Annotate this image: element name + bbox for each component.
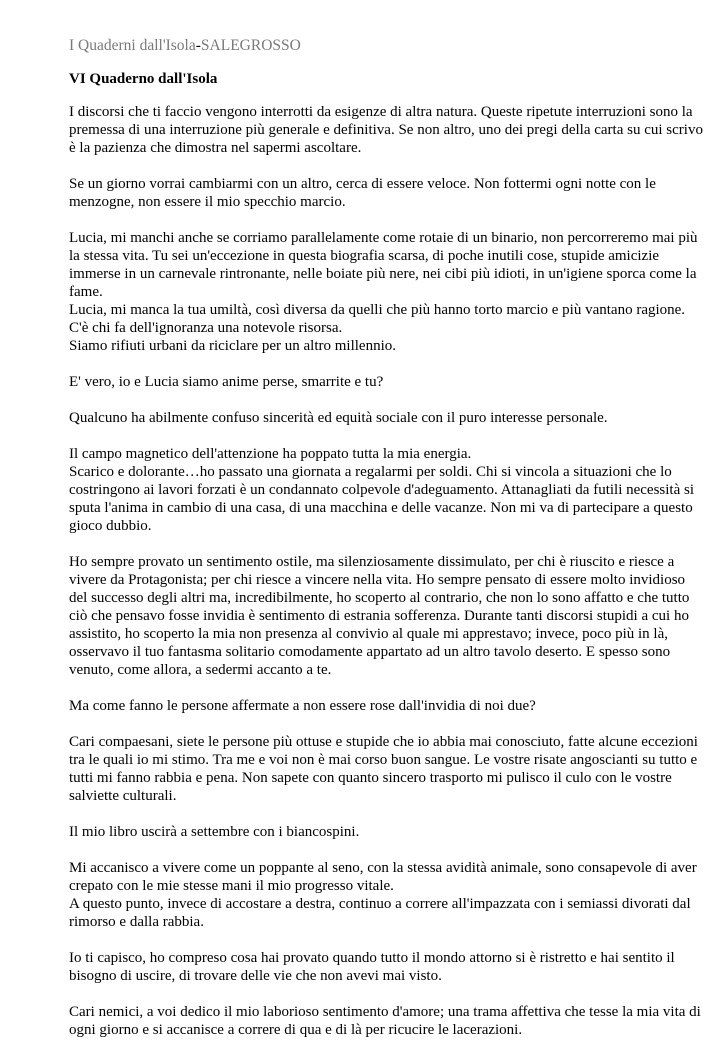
text-line: del successo degli altri ma, incredibilmente, ho scoperto al contrario, che non lo sono affatto e che tutto bbox=[69, 590, 690, 606]
paragraph bbox=[69, 445, 695, 535]
paragraph bbox=[69, 949, 689, 985]
header-series: I Quaderni dall'Isola bbox=[69, 37, 196, 54]
text-line: Cari nemici, a voi dedico il mio laborioso sentimento d'amore; una trama affettiva che tesse la mia vita di bbox=[69, 1004, 701, 1020]
text-line: fame. bbox=[69, 284, 103, 300]
text-line: venuto, come allora, a sedermi accanto a te. bbox=[69, 662, 332, 678]
text-line: menzogne, non essere il mio specchio marcio. bbox=[69, 194, 346, 210]
paragraph bbox=[69, 409, 689, 427]
text-line: E' vero, io e Lucia siamo anime perse, smarrite e tu? bbox=[69, 374, 384, 390]
body-text bbox=[69, 103, 703, 1039]
text-line: I discorsi che ti faccio vengono interrotti da esigenze di altra natura. Queste ripetute interruzioni sono la bbox=[69, 104, 693, 120]
text-line: Lucia, mi manca la tua umiltà, così diversa da quelli che più hanno torto marcio e più vantano ragione. bbox=[69, 302, 686, 318]
text-line: vivere da Protagonista; per chi riesce a vincere nella vita. Ho sempre pensato di essere molto invidioso bbox=[69, 572, 686, 588]
document-page bbox=[69, 37, 703, 1057]
text-line: premessa di una interruzione più generale e definitiva. Se non altro, uno dei pregi della carta su cui scrivo bbox=[69, 122, 703, 138]
text-line: Il mio libro uscirà a settembre con i biancospini. bbox=[69, 824, 360, 840]
text-line: ogni giorno e si accanisce a correre di qua e di là per ricucire le lacerazioni. bbox=[69, 1022, 523, 1038]
text-line: Lucia, mi manchi anche se corriamo parallelamente come rotaie di un binario, non percorreremo mai più bbox=[69, 230, 698, 246]
paragraph bbox=[69, 373, 689, 391]
paragraph bbox=[69, 859, 697, 931]
text-line: bisogno di uscire, di trovare delle vie che non avevi mai visto. bbox=[69, 968, 442, 984]
paragraph bbox=[69, 553, 689, 679]
text-line: tra le quali io mi stimo. Tra me e voi non è mai corso buon sangue. Le vostre risate angoscianti su tutto e bbox=[69, 752, 698, 768]
paragraph bbox=[69, 697, 689, 715]
text-line: ciò che pensavo fosse invidia è sentimento di estrania sofferenza. Durante tanti discorsi stupidi a cui ho bbox=[69, 608, 689, 624]
header-author: SALEGROSSO bbox=[200, 37, 301, 54]
paragraph bbox=[69, 1003, 701, 1039]
text-line: Cari compaesani, siete le persone più ottuse e stupide che io abbia mai conosciuto, fatte alcune eccezioni bbox=[69, 734, 698, 750]
paragraph bbox=[69, 733, 698, 805]
paragraph bbox=[69, 175, 689, 211]
text-line: A questo punto, invece di accostare a destra, continuo a correre all'impazzata con i semiassi divorati dal bbox=[69, 896, 691, 912]
text-line: Se un giorno vorrai cambiarmi con un altro, cerca di essere veloce. Non fottermi ogni notte con le bbox=[69, 176, 656, 192]
text-line: C'è chi fa dell'ignoranza una notevole risorsa. bbox=[69, 320, 343, 336]
text-line: Ma come fanno le persone affermate a non essere rose dall'invidia di noi due? bbox=[69, 698, 536, 714]
paragraph bbox=[69, 823, 689, 841]
text-line: Scarico e dolorante…ho passato una giornata a regalarmi per soldi. Chi si vincola a situazioni che lo bbox=[69, 464, 672, 480]
running-header bbox=[69, 37, 689, 55]
text-line: Il campo magnetico dell'attenzione ha poppato tutta la mia energia. bbox=[69, 446, 472, 462]
text-line: assistito, ho scoperto la mia non presenza al convivio al quale mi apprestavo; invece, poco più in là, bbox=[69, 626, 668, 642]
text-line: la stessa vita. Tu sei un'eccezione in questa biografia scarsa, di poche inutili cose, stupide amicizie bbox=[69, 248, 660, 264]
text-line: Mi accanisco a vivere come un poppante al seno, con la stessa avidità animale, sono consapevole di aver bbox=[69, 860, 697, 876]
paragraph bbox=[69, 103, 703, 157]
header-separator: - bbox=[195, 37, 201, 54]
text-line: gioco dubbio. bbox=[69, 518, 152, 534]
text-line: Ho sempre provato un sentimento ostile, ma silenziosamente dissimulato, per chi è riuscito e riesce a bbox=[69, 554, 675, 570]
paragraph bbox=[69, 229, 698, 355]
text-line: immerse in un carnevale rintronante, nelle boiate più nere, nei cibi più idioti, in un'igiene sporca come la bbox=[69, 266, 697, 282]
text-line: costringono ai lavori forzati è un condannato colpevole d'adeguamento. Attanagliati da futili necessità si bbox=[69, 482, 695, 498]
text-line: sputa l'anima in cambio di una casa, di una macchina e delle vacanze. Non mi va di partecipare a questo bbox=[69, 500, 693, 516]
text-line: osservavo il tuo fantasma solitario comodamente appartato ad un altro tavolo deserto. E spesso sono bbox=[69, 644, 671, 660]
text-line: rimorso e dalla rabbia. bbox=[69, 914, 204, 930]
text-line: è la pazienza che dimostra nel sapermi ascoltare. bbox=[69, 140, 362, 156]
text-line: Qualcuno ha abilmente confuso sincerità ed equità sociale con il puro interesse personale. bbox=[69, 410, 608, 426]
text-line: Siamo rifiuti urbani da riciclare per un altro millennio. bbox=[69, 338, 396, 354]
document-title: VI Quaderno dall'Isola bbox=[69, 71, 218, 87]
text-line: salviette culturali. bbox=[69, 788, 177, 804]
text-line: Io ti capisco, ho compreso cosa hai provato quando tutto il mondo attorno si è ristretto e hai sentito il bbox=[69, 950, 675, 966]
text-line: crepato con le mie stesse mani il mio progresso vitale. bbox=[69, 878, 394, 894]
text-line: tutti mi fanno rabbia e pena. Non sapete con quanto sincero trasporto mi pulisco il culo con le vostre bbox=[69, 770, 672, 786]
